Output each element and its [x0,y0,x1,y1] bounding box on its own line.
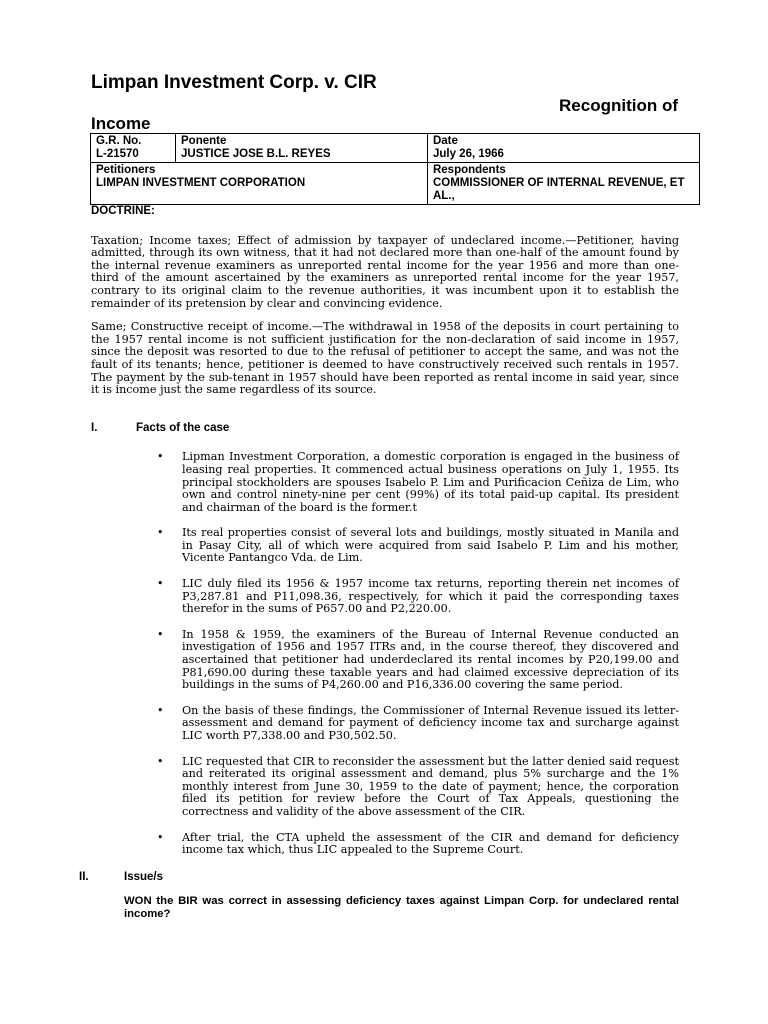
document-title: Limpan Investment Corp. v. CIR [91,72,377,93]
case-info-row-1 [91,134,700,163]
section-number: I. [91,421,98,434]
list-item [157,451,679,514]
ponente-value: JUSTICE JOSE B.L. REYES [181,148,331,160]
section-heading-issues [79,871,679,884]
section-title: Issue/s [124,870,163,883]
case-info-table [90,133,700,205]
section-title: Facts of the case [136,421,230,434]
respondents-value: COMMISSIONER OF INTERNAL REVENUE, ET AL., [432,177,685,202]
respondents-cell [427,163,699,205]
list-item-text: In 1958 & 1959, the examiners of the Bureau of Internal Revenue conducted an investigation of 1956 and 1957 ITRs and, in the course thereof, they discovered and ascertained that petitioner had underdeclared its rental incomes by P20,199.00 and P81,690.00 during these taxable years and had claimed excessive depreciation of its buildings in the sums of P4,260.00 and P16,336.00 covering the same period. [182,627,679,692]
date-value: July 26, 1966 [432,148,504,160]
gr-label: G.R. No. [96,135,142,147]
list-item-text: Its real properties consist of several lots and buildings, mostly situated in Manila and in Pasay City, all of which were acquired from said Isabelo P. Lim and his mother, Vicente Pantangco Vda. de Lim. [182,526,679,565]
case-info-row-2 [91,163,700,205]
list-item-text: After trial, the CTA upheld the assessment of the CIR and demand for deficiency income tax which, thus LIC appealed to the Supreme Court. [182,830,679,857]
document-subtitle-part1: Recognition of [559,96,678,115]
petitioners-value: LIMPAN INVESTMENT CORPORATION [96,177,306,189]
bullet-icon: • [157,526,164,540]
date-label: Date [432,135,458,147]
gr-value: L-21570 [96,148,139,160]
bullet-icon: • [157,627,164,641]
list-item [157,629,679,692]
list-item-text: LIC duly filed its 1956 & 1957 income tax returns, reporting therein net incomes of P3,287.81 and P11,098.36, respectively, for which it paid the corresponding taxes therefor in the sums of P657.00 and P2,220.00. [182,577,679,616]
list-item-text: LIC requested that CIR to reconsider the assessment but the latter denied said request and reiterated its original assessment and demand, plus 5% surcharge and the 1% monthly interest from June 30, 1959 to the date of payment; hence, the corporation filed its petition for review before the Court of Tax Appeals, questioning the correctness and validity of the above assessment of the CIR. [182,754,679,818]
bullet-icon: • [157,754,164,768]
section-number: II. [79,870,89,883]
document-subtitle-part2: Income [91,114,151,133]
document-body [79,205,679,933]
doctrine-paragraph: Taxation; Income taxes; Effect of admission by taxpayer of undeclared income.—Petitioner, having admitted, through its own witness, that it had not declared more than one-half of the amount found by the internal revenue examiners as unreported rental income for the year 1956 and more than one-third of the amount ascertained by the examiners as unreported rental income for the year 1957, contrary to its original claim to the revenue authorities, it was incumbent upon it to establish the remainder of its pretension by clear and convincing evidence. [91,233,679,310]
doctrine-paragraph: Same; Constructive receipt of income.—The withdrawal in 1958 of the deposits in court pertaining to the 1957 rental income is not sufficient justification for the non-declaration of said income in 1957, since the deposit was resorted to due to the refusal of petitioner to accept the same, and was not the fault of its tenants; hence, petitioner is deemed to have constructively received such rentals in 1957. The payment by the sub-tenant in 1957 should have been reported as rental income in said year, since it is income just the same regardless of its source. [91,320,679,397]
bullet-icon: • [157,577,164,591]
issue-text: WON the BIR was correct in assessing deficiency taxes against Limpan Corp. for undeclared rental income? [124,895,679,921]
petitioners-label: Petitioners [96,164,156,176]
list-item [157,705,679,743]
gr-cell [91,134,176,163]
list-item-text: On the basis of these findings, the Commissioner of Internal Revenue issued its letter-assessment and demand for payment of deficiency income tax and surcharge against LIC worth P7,338.00 and P30,502.50. [182,703,679,742]
list-item [157,756,679,819]
bullet-icon: • [157,830,164,844]
respondents-label: Respondents [432,164,506,176]
bullet-icon: • [157,450,164,464]
facts-list [91,451,679,856]
bullet-icon: • [157,703,164,717]
ponente-cell [176,134,428,163]
doctrine-heading: DOCTRINE: [91,205,155,217]
section-heading-facts [91,422,679,435]
list-item-text: Lipman Investment Corporation, a domestic corporation is engaged in the business of leasing real properties. It commenced actual business operations on July 1, 1955. Its principal stockholders are spouses Isabelo P. Lim and Purificacion Ceñiza de Lim, who own and control ninety-nine per cent (99%) of its total paid-up capital. Its president and chairman of the board is the former.t [182,450,679,514]
ponente-label: Ponente [181,135,227,147]
list-item [157,527,679,565]
list-item [157,832,679,857]
date-cell [427,134,699,163]
list-item [157,578,679,616]
petitioners-cell [91,163,428,205]
